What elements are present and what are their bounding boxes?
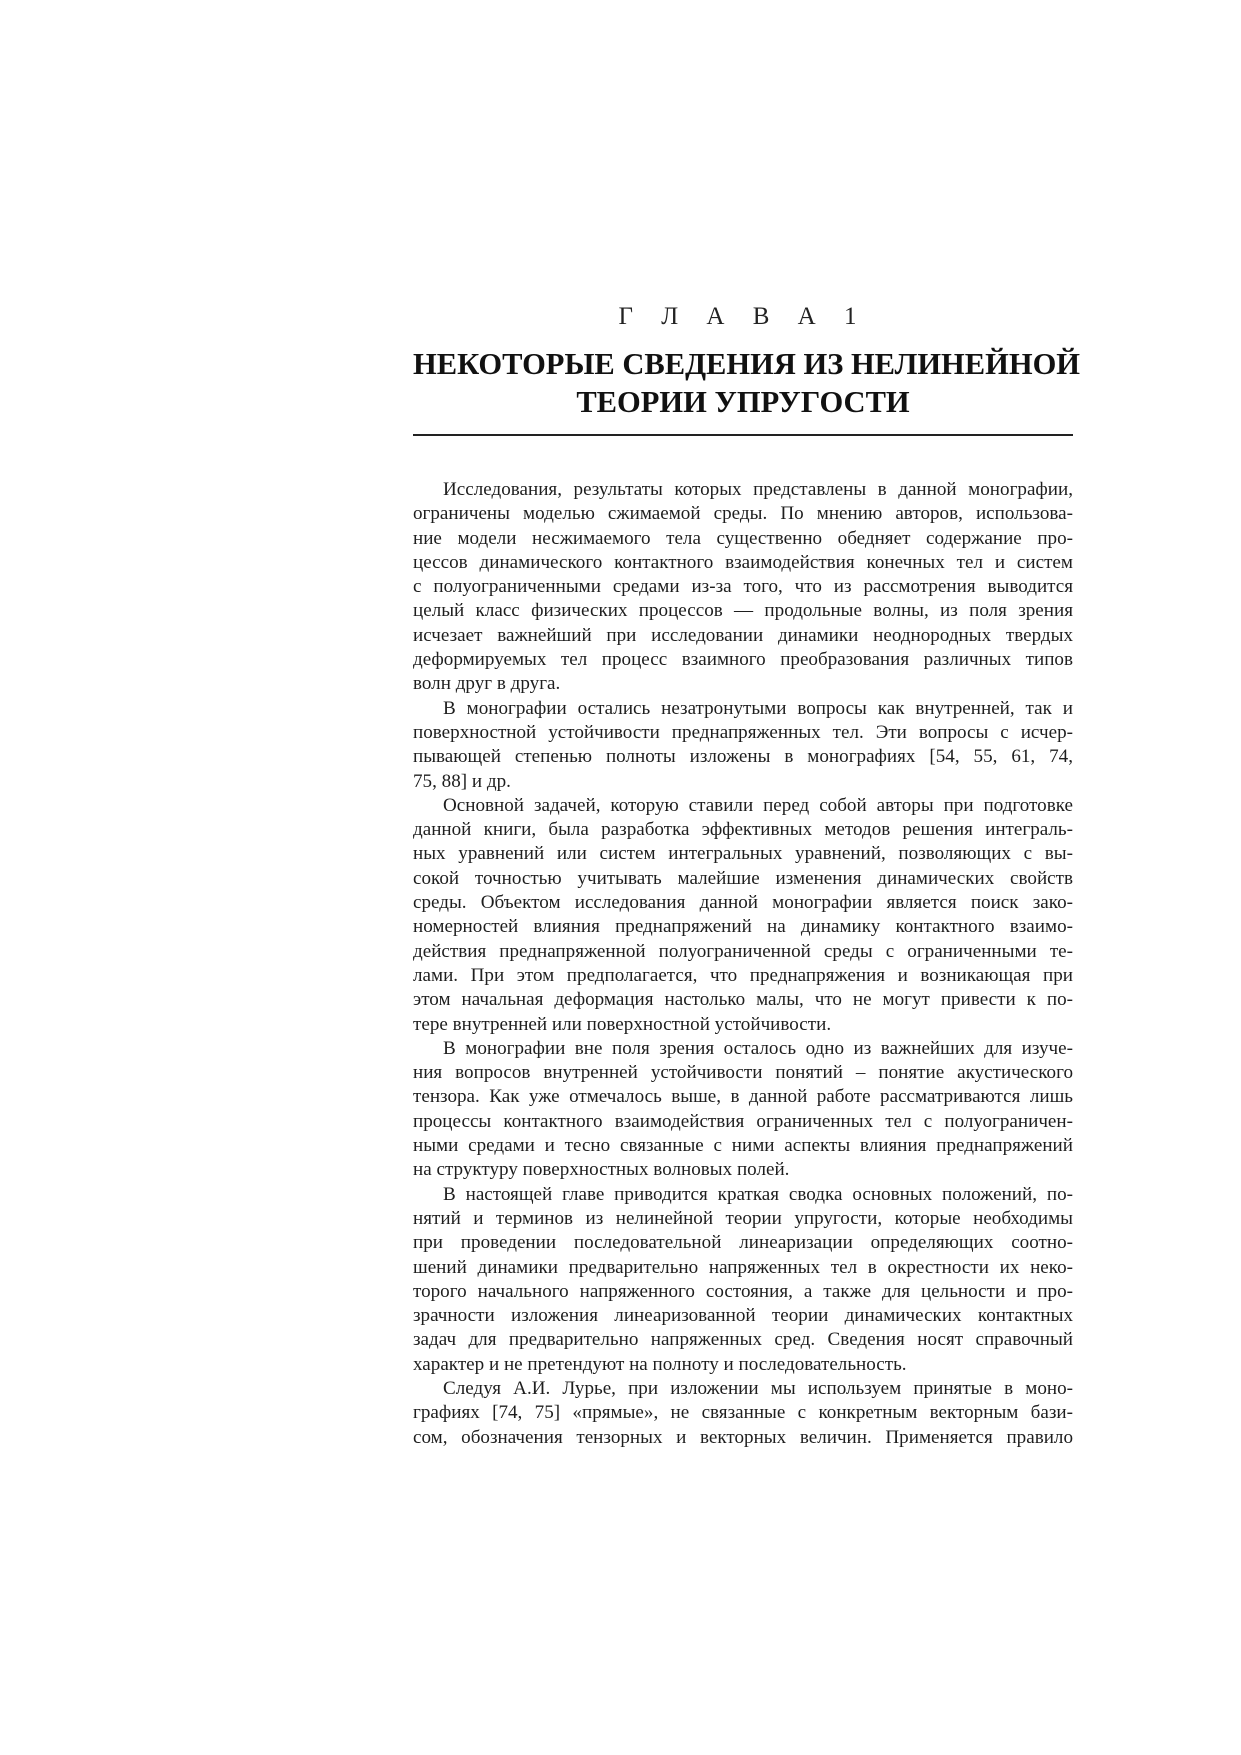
text-line: В монографии остались незатронутыми вопросы как внутренней, так и	[443, 697, 1073, 719]
chapter-title-line: ТЕОРИИ УПРУГОСТИ	[576, 385, 910, 419]
text-line: зрачности изложения линеаризованной теории динамических контактных	[413, 1305, 1073, 1327]
text-line: целый класс физических процессов — продольные волны, из поля зрения	[413, 600, 1073, 622]
body-text	[413, 478, 1073, 1450]
text-line: ния вопросов внутренней устойчивости понятий – понятие акустического	[413, 1062, 1073, 1084]
text-line: шений динамики предварительно напряженных тел в окрестности их неко-	[413, 1256, 1073, 1278]
text-line: цессов динамического контактного взаимодействия конечных тел и систем	[413, 551, 1073, 573]
chapter-title-line: НЕКОТОРЫЕ СВЕДЕНИЯ ИЗ НЕЛИНЕЙНОЙ	[413, 347, 1081, 381]
chapter-title	[413, 345, 1081, 421]
text-line: характер и не претендуют на полноту и последовательность.	[413, 1353, 907, 1375]
text-line: действия преднапряженной полуограниченной среды с ограниченными те-	[413, 940, 1073, 962]
text-line: сом, обозначения тензорных и векторных величин. Применяется правило	[413, 1426, 1073, 1448]
text-line: 75, 88] и др.	[413, 770, 511, 792]
paragraph	[413, 794, 1073, 1037]
text-line: среды. Объектом исследования данной монографии является поиск зако-	[413, 892, 1073, 914]
text-line: графиях [74, 75] «прямые», не связанные с конкретным векторным бази-	[413, 1402, 1073, 1424]
text-line: пывающей степенью полноты изложены в монографиях [54, 55, 61, 74,	[413, 746, 1073, 768]
text-line: деформируемых тел процесс взаимного преобразования различных типов	[413, 649, 1073, 671]
text-line: исчезает важнейший при исследовании динамики неоднородных твердых	[413, 624, 1073, 646]
text-line: задач для предварительно напряженных сред. Сведения носят справочный	[413, 1329, 1073, 1351]
text-line: В монографии вне поля зрения осталось одно из важнейших для изуче-	[443, 1037, 1073, 1059]
text-line: ными средами и тесно связанные с ними аспекты влияния преднапряжений	[413, 1135, 1073, 1157]
text-line: Следуя А.И. Лурье, при изложении мы используем принятые в моно-	[443, 1377, 1073, 1399]
text-line: волн друг в друга.	[413, 673, 561, 695]
text-line: процессы контактного взаимодействия ограниченных тел с полуограничен-	[413, 1110, 1073, 1132]
paragraph	[413, 1037, 1073, 1183]
text-line: В настоящей главе приводится краткая сводка основных положений, по-	[443, 1183, 1073, 1205]
chapter-label: Г Л А В А 1	[618, 303, 868, 330]
text-line: тере внутренней или поверхностной устойчивости.	[413, 1013, 832, 1035]
paragraph	[413, 1377, 1073, 1450]
text-line: ных уравнений или систем интегральных уравнений, позволяющих с вы-	[413, 843, 1073, 865]
text-line: ние модели несжимаемого тела существенно обедняет содержание про-	[413, 527, 1073, 549]
text-line: номерностей влияния преднапряжений на динамику контактного взаимо-	[413, 916, 1073, 938]
text-line: ограничены моделью сжимаемой среды. По мнению авторов, использова-	[413, 503, 1073, 525]
text-line: данной книги, была разработка эффективных методов решения интеграль-	[413, 819, 1073, 841]
paragraph	[413, 697, 1073, 794]
title-rule	[413, 434, 1073, 436]
text-line: Исследования, результаты которых представлены в данной монографии,	[443, 479, 1073, 500]
text-line: торого начального напряженного состояния, а также для цельности и про-	[413, 1280, 1073, 1302]
paragraph	[413, 1183, 1073, 1377]
text-line: этом начальная деформация настолько малы, что не могут привести к по-	[413, 989, 1073, 1011]
text-line: с полуограниченными средами из-за того, что из рассмотрения выводится	[413, 576, 1073, 598]
text-line: лами. При этом предполагается, что преднапряжения и возникающая при	[413, 964, 1073, 986]
text-line: Основной задачей, которую ставили перед собой авторы при подготовке	[443, 794, 1073, 816]
text-line: поверхностной устойчивости преднапряженных тел. Эти вопросы с исчер-	[413, 721, 1073, 743]
text-line: на структуру поверхностных волновых полей.	[413, 1159, 790, 1181]
paragraph	[413, 478, 1073, 697]
text-line: нятий и терминов из нелинейной теории упругости, которые необходимы	[413, 1207, 1073, 1229]
text-line: при проведении последовательной линеаризации определяющих соотно-	[413, 1232, 1073, 1254]
text-line: тензора. Как уже отмечалось выше, в данной работе рассматриваются лишь	[413, 1086, 1073, 1108]
text-line: сокой точностью учитывать малейшие изменения динамических свойств	[413, 867, 1073, 889]
